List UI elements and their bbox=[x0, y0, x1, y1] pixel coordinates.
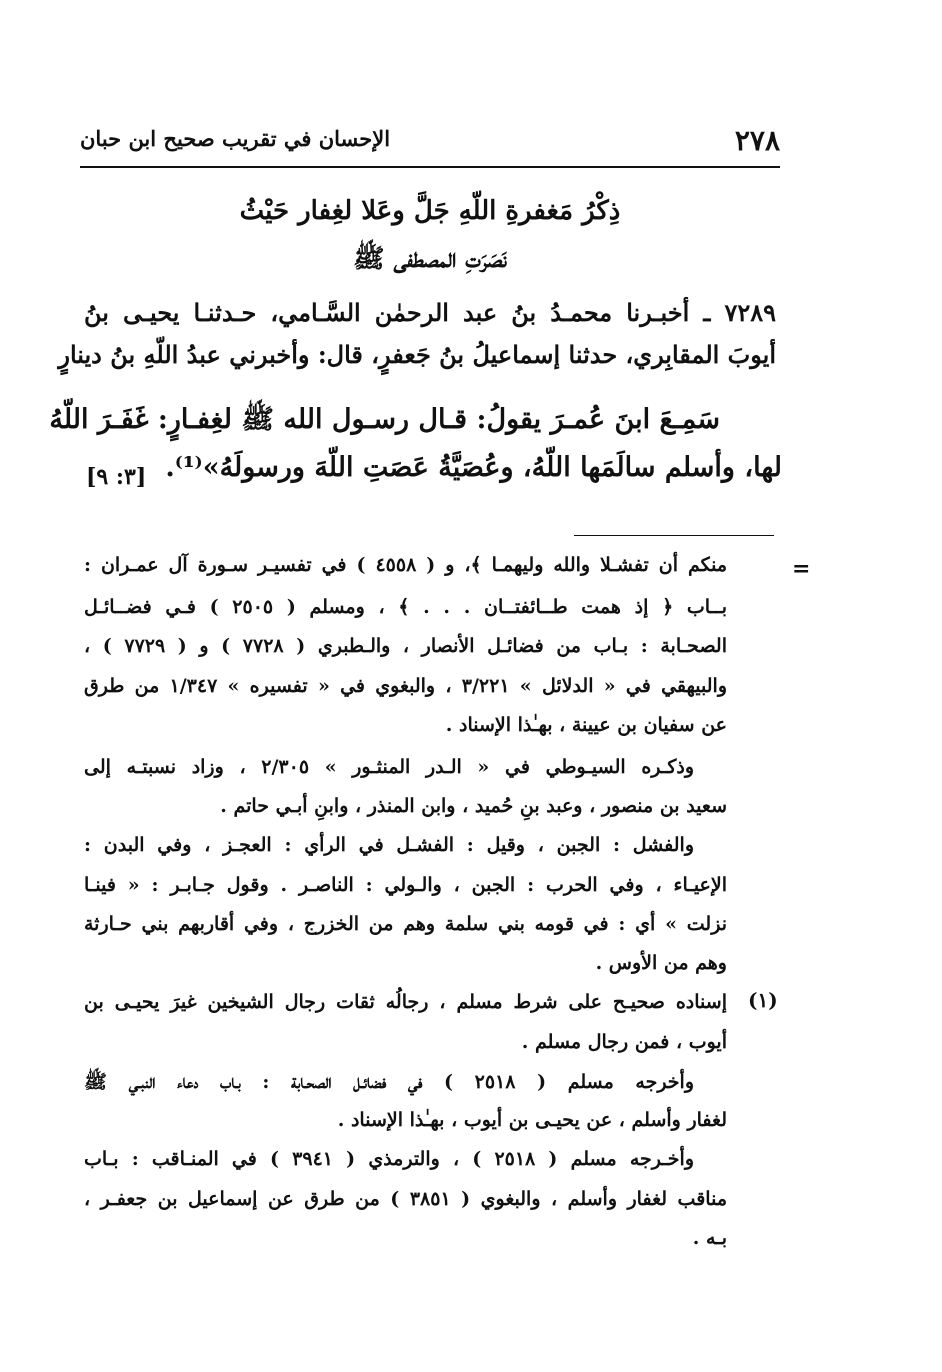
footnote-line: بــاب ﴿ إذ همت طــائفتــان . . . ﴾ ، ومسلم ( ٢٥٠٥ ) فـي فضــائـل bbox=[84, 596, 727, 618]
footnote-line: وأخرجه مسلم ( ٢٥١٨ ) في فضائـل الصحـابة : بـاب دعاء النبـي ﷺ bbox=[84, 1071, 695, 1093]
footnote-line: والفشل : الجبن ، وقيل : الفشـل في الرأي : العجـز ، وفي البدن : bbox=[84, 834, 694, 856]
footnote-line: وأخـرجه مسلم ( ٢٥١٨ ) ، والترمذي ( ٣٩٤١ ) في المنـاقب : بـاب bbox=[84, 1148, 694, 1170]
footnote-line: عن سفيان بن عيينة ، بهـٰذا الإسناد . bbox=[445, 714, 727, 736]
hadith-line-2: أيوبَ المقابِري، حدثنا إسماعيلُ بنُ جَعفرٍ، قال: وأخبرني عبدُ اللّهِ بنُ دينارٍ bbox=[58, 340, 776, 369]
reference-mark: [٣: ٩] bbox=[86, 464, 147, 490]
footnote-line: الإعيـاء ، وفي الحرب : الجبن ، والـولي : الناصـر . وقول جـابـر : « فينـا bbox=[84, 874, 728, 896]
chapter-heading-line-2: نَصَرَتِ المصطفى ﷺ bbox=[353, 244, 507, 274]
book-title: الإحسان في تقريب صحيح ابن حبان bbox=[80, 126, 391, 151]
hadith-line-3: سَمِـعَ ابنَ عُمـرَ يقولُ: قـال رسـول الله ﷺ لغِفـارٍ: غَفَـرَ اللّهُ bbox=[49, 404, 720, 435]
hadith-line-1: ٧٢٨٩ ـ أخبـرنا محمـدُ بنُ عبد الرحمٰن السَّـامي، حـدثنـا يحيـى بنُ bbox=[84, 298, 776, 327]
hadith-line-4: لها، وأسلم سالَمَها اللّهُ، وعُصَيَّةُ عَصَتِ اللّهَ ورسولَهُ»⁽¹⁾. bbox=[165, 452, 782, 483]
header-rule bbox=[80, 166, 780, 168]
running-header bbox=[80, 120, 780, 164]
footnote-line: والبيهقي في « الدلائل » ٣/٢٢١ ، والبغوي في « تفسيره » ١/٣٤٧ من طرق bbox=[84, 675, 727, 697]
footnote-1-mark: (١) bbox=[748, 988, 778, 1012]
footnote-line: أيوب ، فمن رجال مسلم . bbox=[521, 1031, 727, 1053]
footnote-line: لغفار وأسلم ، عن يحيـى بن أيوب ، بهـٰذا الإسناد . bbox=[337, 1109, 727, 1131]
chapter-heading-line-1: ذِكْرُ مَغفرةِ اللّهِ جَلَّ وعَلا لغِفار حَيْثُ bbox=[239, 196, 621, 226]
continuation-mark: = bbox=[792, 556, 811, 582]
footnote-line: بـه . bbox=[692, 1227, 727, 1249]
footnote-line: مناقب لغفار وأسلم ، والبغوي ( ٣٨٥١ ) من طرق عن إسماعيل بن جعفـر ، bbox=[84, 1188, 727, 1210]
footnote-separator bbox=[574, 535, 774, 536]
footnote-line: وذكـره السيـوطي في « الـدر المنثـور » ٢/٣٠٥ ، وزاد نسبتـه إلى bbox=[84, 756, 695, 778]
footnote-line: وهم من الأوس . bbox=[595, 952, 727, 974]
footnote-line: الصحـابة : بـاب من فضائـل الأنصار ، والـطبري ( ٧٧٢٨ ) و ( ٧٧٢٩ ) ، bbox=[84, 635, 727, 657]
page-number: ٢٧٨ bbox=[734, 124, 780, 157]
footnote-line: نزلت » أي : في قومه بني سلمة وهم من الخزرج ، وفي أقاربهم بني حـارثة bbox=[84, 913, 727, 935]
footnote-line: إسناده صحيـح على شرط مسلم ، رجالُه ثقات رجال الشيخين غيرَ يحيـى بن bbox=[84, 991, 727, 1013]
footnote-line: منكم أن تفشـلا والله وليهمـا ﴾، و ( ٤٥٥٨ ) في تفسيـر سـورة آل عمـران : bbox=[84, 554, 727, 576]
footnote-line: سعيد بن منصور ، وعبد بنِ حُميد ، وابن المنذر ، وابنِ أبـي حاتم . bbox=[220, 795, 727, 817]
